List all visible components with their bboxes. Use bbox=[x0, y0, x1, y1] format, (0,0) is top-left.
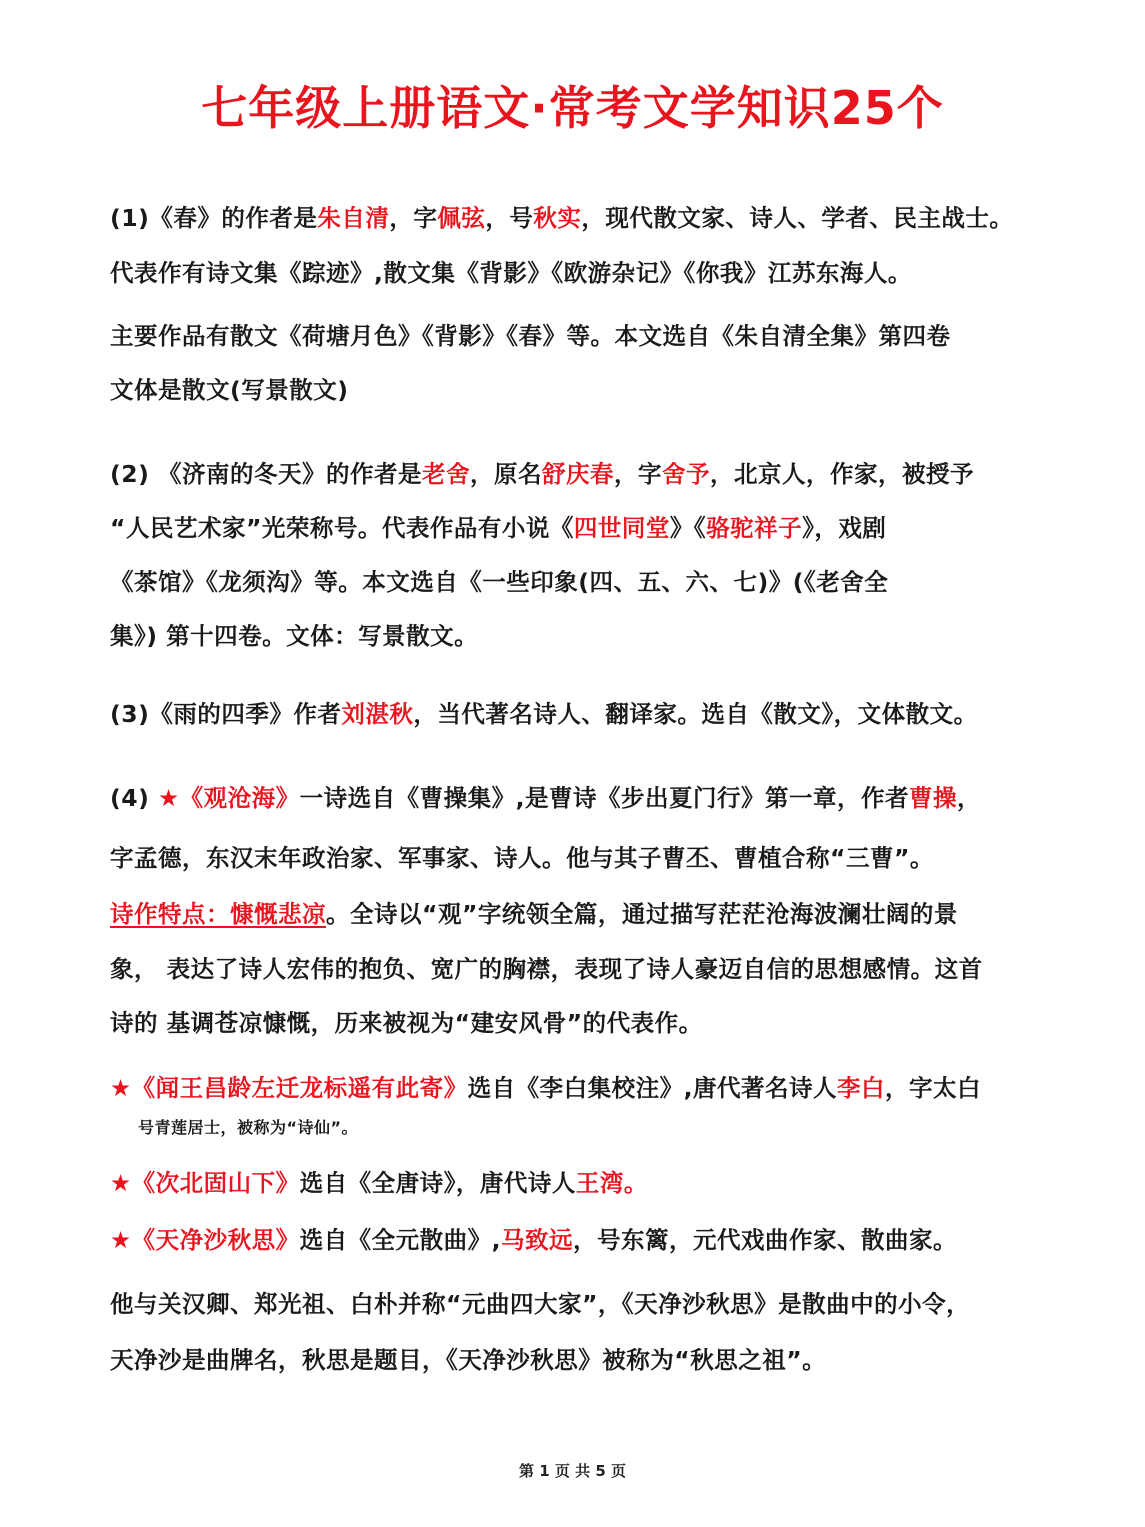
text: ，北京人，作家，被授予 bbox=[710, 460, 975, 488]
p7-line2: 他与关汉卿、郑光祖、白朴并称“元曲四大家”，《天净沙秋思》是散曲中的小令， bbox=[110, 1290, 971, 1318]
star-icon: ★ bbox=[110, 1169, 132, 1197]
text: ，原名 bbox=[470, 460, 543, 488]
p1-line1 bbox=[110, 202, 1055, 234]
p4-line4: 象， 表达了诗人宏伟的抱负、宽广的胸襟，表现了诗人豪迈自信的思想感情。这首 bbox=[110, 955, 983, 983]
courtesy-name: 佩弦 bbox=[437, 204, 486, 232]
text: (4) bbox=[110, 784, 159, 812]
text: (1)《春》的作者是 bbox=[110, 204, 318, 232]
work-title: 四世同堂 bbox=[573, 514, 670, 542]
text: 选自《全唐诗》，唐代诗人 bbox=[299, 1169, 576, 1197]
p6-line1 bbox=[110, 1167, 1055, 1199]
author-name: 朱自清 bbox=[317, 204, 390, 232]
star-icon: ★ bbox=[110, 1074, 132, 1102]
text: 选自《全元散曲》, bbox=[299, 1226, 502, 1254]
p4-line2: 字孟德，东汉末年政治家、军事家、诗人。他与其子曹丕、曹植合称“三曹”。 bbox=[110, 844, 934, 872]
courtesy-name: 舍予 bbox=[662, 460, 711, 488]
text: ，号 bbox=[485, 204, 534, 232]
text: (2) 《济南的冬天》的作者是 bbox=[110, 460, 423, 488]
work-title: 《观沧海》 bbox=[179, 784, 300, 812]
text: ， bbox=[957, 784, 982, 812]
p2-line3: 《茶馆》《龙须沟》等。本文选自《一些印象(四、五、六、七)》(《老舍全 bbox=[110, 568, 889, 596]
author-name: 刘湛秋 bbox=[341, 700, 414, 728]
author-name: 李白 bbox=[837, 1074, 886, 1102]
p1-line3: 主要作品有散文《荷塘月色》《背影》《春》等。本文选自《朱自清全集》第四卷 bbox=[110, 322, 951, 350]
art-name: 秋实 bbox=[533, 204, 582, 232]
work-title: 骆驼祥子 bbox=[706, 514, 803, 542]
star-icon: ★ bbox=[158, 784, 180, 812]
p2-line2 bbox=[110, 512, 1055, 544]
p2-line1 bbox=[110, 458, 1055, 490]
p2-line4: 集》) 第十四卷。文体：写景散文。 bbox=[110, 622, 479, 650]
p4-line3 bbox=[110, 898, 1055, 930]
star-icon: ★ bbox=[110, 1226, 132, 1254]
page-title: 七年级上册语文·常考文学知识25个 bbox=[201, 81, 944, 135]
p5-line2: 号青莲居士，被称为“诗仙”。 bbox=[138, 1118, 359, 1137]
text: 》《 bbox=[669, 514, 707, 542]
author-name: 曹操 bbox=[909, 784, 958, 812]
text: 一诗选自《曹操集》,是曹诗《步出夏门行》第一章，作者 bbox=[299, 784, 910, 812]
p4-line5: 诗的 基调苍凉慷慨，历来被视为“建安风骨”的代表作。 bbox=[110, 1009, 703, 1037]
text: ，号东篱，元代戏曲作家、散曲家。 bbox=[573, 1226, 958, 1254]
p3-line1 bbox=[110, 698, 1055, 730]
p7-line1 bbox=[110, 1224, 1055, 1256]
text: ，当代著名诗人、翻译家。选自《散文》，文体散文。 bbox=[413, 700, 978, 728]
author-name: 马致远 bbox=[501, 1226, 574, 1254]
text: 。 bbox=[623, 1169, 648, 1197]
text: ，现代散文家、诗人、学者、民主战士。 bbox=[581, 204, 1014, 232]
text: ，字太白 bbox=[885, 1074, 982, 1102]
text: “人民艺术家”光荣称号。代表作品有小说《 bbox=[110, 514, 574, 542]
text: (3)《雨的四季》作者 bbox=[110, 700, 342, 728]
text: 》，戏剧 bbox=[802, 514, 887, 542]
work-title: 《闻王昌龄左迁龙标遥有此寄》 bbox=[131, 1074, 468, 1102]
text: ，字 bbox=[389, 204, 438, 232]
author-name: 王湾 bbox=[575, 1169, 624, 1197]
p7-line3: 天净沙是曲牌名，秋思是题目，《天净沙秋思》被称为“秋思之祖”。 bbox=[110, 1346, 827, 1374]
text: 。全诗以“观”字统领全篇，通过描写茫茫沧海波澜壮阔的景 bbox=[326, 900, 958, 928]
author-name: 老舍 bbox=[422, 460, 471, 488]
p1-line2: 代表作有诗文集《踪迹》,散文集《背影》《欧游杂记》《你我》江苏东海人。 bbox=[110, 259, 912, 287]
text: ，字 bbox=[614, 460, 663, 488]
p4-line1 bbox=[110, 782, 1055, 814]
original-name: 舒庆春 bbox=[542, 460, 615, 488]
poem-feature-highlight: 诗作特点：慷慨悲凉 bbox=[110, 900, 326, 928]
work-title: 《天净沙秋思》 bbox=[131, 1226, 300, 1254]
work-title: 《次北固山下》 bbox=[131, 1169, 300, 1197]
p1-line4: 文体是散文(写景散文) bbox=[110, 376, 349, 404]
text: 选自《李白集校注》,唐代著名诗人 bbox=[467, 1074, 838, 1102]
p5-line1 bbox=[110, 1072, 1055, 1104]
page-footer: 第 1 页 共 5 页 bbox=[519, 1462, 626, 1480]
